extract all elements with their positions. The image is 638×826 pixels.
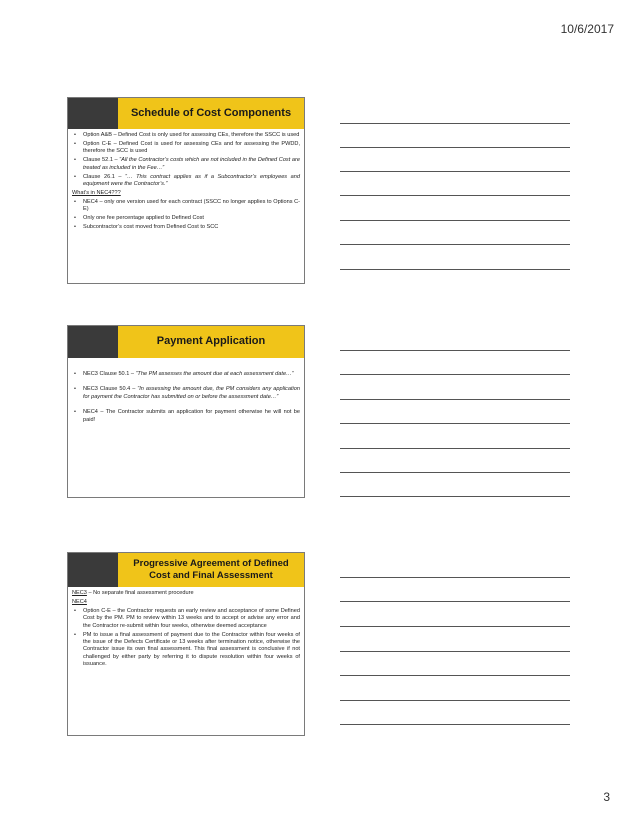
note-line: [340, 626, 570, 627]
note-line: [340, 472, 570, 473]
slide-content: [68, 130, 304, 283]
bullet-item: [72, 608, 300, 630]
bullet-dot: •: [74, 198, 76, 205]
bullet-dot: •: [74, 371, 76, 377]
bullet-dot: •: [74, 224, 76, 231]
note-line: [340, 577, 570, 578]
bullet-text: Option A&B – Defined Cost is only used for assessing CEs, therefore the SSCC is used: [83, 132, 300, 138]
bullet-item: [72, 371, 300, 378]
print-date: 10/6/2017: [560, 22, 614, 36]
nec3-line: [72, 590, 300, 597]
bullet-text: Option C-E – the Contractor requests an early review and acceptance of some Defined Cost by the PM. PM to review within 13 weeks and to accept or advise any error and the Contractor re-submit within four weeks, otherwise deemed acceptance: [83, 607, 300, 629]
bullet-item: [72, 174, 300, 189]
note-line: [340, 423, 570, 424]
bullet-text: Option C-E – Defined Cost is used for assessing CEs and for assessing the PWDD, therefore the SCC is used: [83, 140, 300, 155]
note-line: [340, 700, 570, 701]
slide-title-dark-bar: [68, 553, 118, 587]
bullet-item: [72, 224, 300, 231]
bullet-text: [83, 371, 300, 378]
bullet-dot: •: [74, 607, 76, 614]
note-line: [340, 220, 570, 221]
clause-quote: “In assessing the amount due, the PM considers any application for payment the Contractor has submitted on or before the assessment date…”: [83, 386, 300, 400]
bullet-item: [72, 141, 300, 156]
note-line: [340, 601, 570, 602]
slide-payment-application: [67, 325, 305, 498]
bullet-text: [83, 174, 300, 189]
slide-schedule-of-cost-components: [67, 97, 305, 284]
bullet-dot: •: [74, 631, 76, 638]
bullet-dot: •: [74, 215, 76, 222]
note-line: [340, 724, 570, 725]
clause-quote: “… This contract applies as if a Subcontractor’s employees and equipment were the Contractor’s.”: [83, 173, 300, 188]
clause-label: Clause 52.1 –: [83, 157, 120, 164]
nec3-label: NEC3: [72, 590, 87, 596]
bullet-dot: •: [74, 173, 76, 180]
slide-title-dark-bar: [68, 326, 118, 358]
slide-title: Payment Application: [118, 326, 304, 358]
bullet-item: [72, 632, 300, 669]
slide-title: Progressive Agreement of Defined Cost and Final Assessment: [118, 553, 304, 587]
bullet-dot: •: [74, 409, 76, 416]
clause-quote: “The PM assesses the amount due at each assessment date…”: [135, 371, 294, 377]
bullet-dot: •: [74, 140, 76, 147]
note-line: [340, 123, 570, 124]
note-line: [340, 269, 570, 270]
slide-title-dark-bar: [68, 98, 118, 129]
bullet-item: [72, 215, 300, 222]
page-number: 3: [603, 790, 610, 804]
bullet-text: PM to issue a final assessment of payment due to the Contractor within four weeks of the issue of the Defects Certificate or 13 weeks after termination notice, otherwise the Contractor issue its own final assessment. This final assessment is conclusive if not challenged by either party by referring it to dispute resolution within four weeks of issuance.: [83, 631, 300, 668]
clause-quote: “All the Contractor’s costs which are not included in the Defined Cost are treated as included in the Fee…”: [83, 157, 300, 171]
note-line: [340, 171, 570, 172]
note-line: [340, 374, 570, 375]
note-line: [340, 147, 570, 148]
bullet-dot: •: [74, 386, 76, 393]
note-line: [340, 195, 570, 196]
note-line: [340, 244, 570, 245]
bullet-text: NEC4 – The Contractor submits an application for payment otherwise he will not be paid!: [83, 409, 300, 423]
note-line: [340, 448, 570, 449]
nec4-label: NEC4: [72, 598, 87, 605]
bullet-text: [83, 157, 300, 172]
bullet-item: [72, 132, 300, 139]
clause-label: NEC3 Clause 50.4 –: [83, 386, 138, 393]
clause-label: Clause 26.1 –: [83, 173, 126, 180]
bullet-item: [72, 157, 300, 172]
slide-progressive-agreement: [67, 552, 305, 736]
nec3-text: – No separate final assessment procedure: [86, 590, 194, 596]
slide-content: [68, 588, 304, 735]
section-heading: What’s in NEC4???: [72, 190, 121, 196]
bullet-item: [72, 199, 300, 214]
clause-label: NEC3 Clause 50.1 –: [83, 371, 136, 377]
bullet-text: Subcontractor’s cost moved from Defined Cost to SCC: [83, 224, 219, 231]
bullet-text: Only one fee percentage applied to Defined Cost: [83, 215, 204, 222]
note-line: [340, 350, 570, 351]
bullet-text: NEC4 – only one version used for each contract (SSCC no longer applies to Options C-E): [83, 198, 300, 213]
slide-title: Schedule of Cost Components: [118, 98, 304, 129]
slide-content: [68, 369, 304, 497]
bullet-dot: •: [74, 157, 76, 164]
bullet-dot: •: [74, 132, 76, 138]
note-line: [340, 496, 570, 497]
bullet-item: [72, 409, 300, 424]
bullet-text: [83, 386, 300, 401]
bullet-item: [72, 386, 300, 401]
note-line: [340, 651, 570, 652]
note-line: [340, 675, 570, 676]
note-line: [340, 399, 570, 400]
